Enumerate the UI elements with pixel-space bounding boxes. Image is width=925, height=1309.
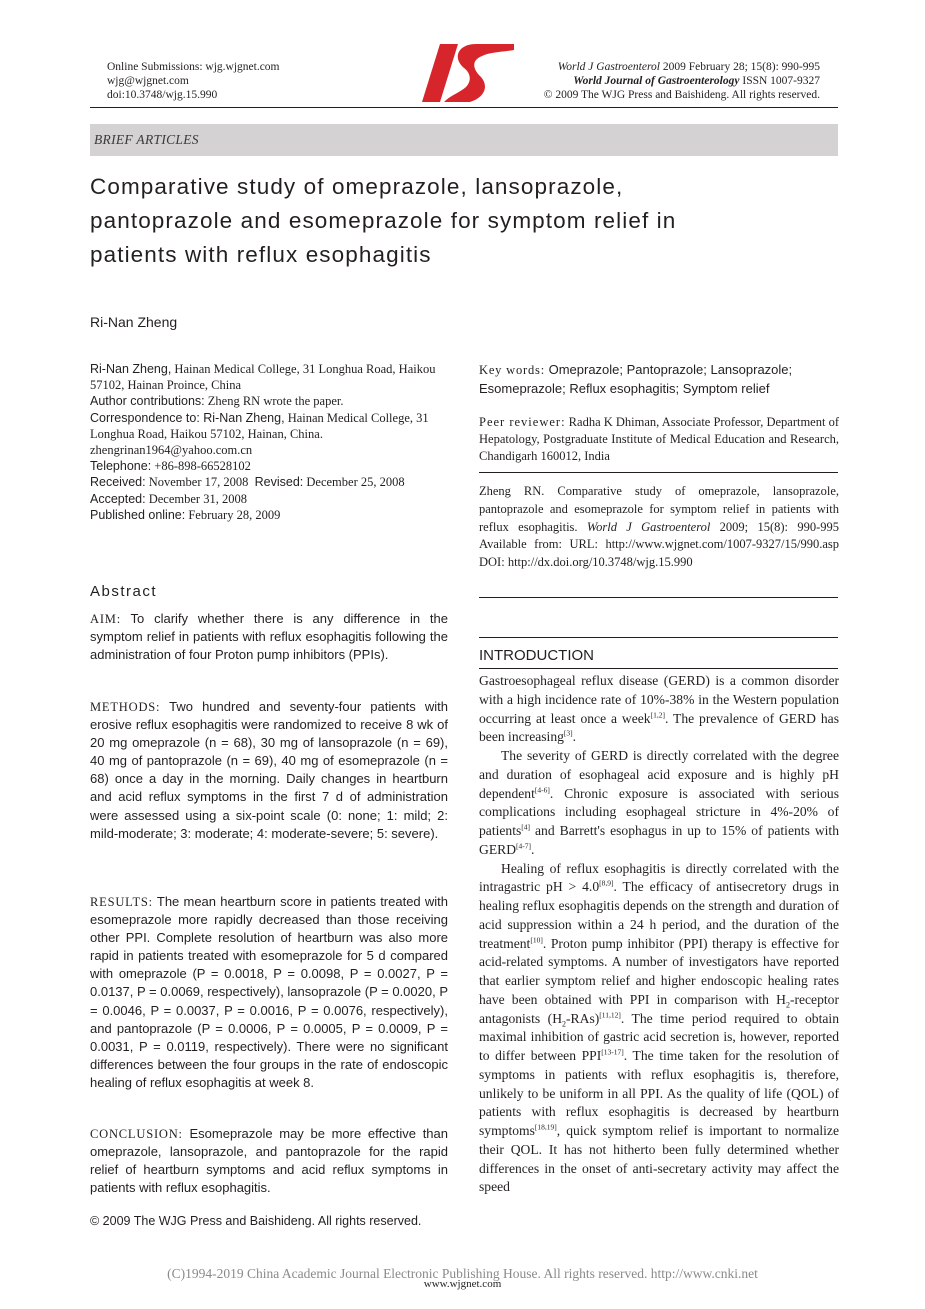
published-date: February 28, 2009: [185, 507, 281, 522]
header-rule: [90, 107, 838, 108]
methods-label: METHODS:: [90, 700, 161, 714]
intro-paragraph: [479, 860, 839, 1198]
header-copyright: © 2009 The WJG Press and Baishideng. All rights reserved.: [543, 89, 820, 101]
cnki-watermark: (C)1994-2019 China Academic Journal Electronic Publishing House. All rights reserved. http://www.cnki.net: [167, 1266, 758, 1281]
contributions-label: Author contributions:: [90, 394, 205, 409]
abstract-results: [90, 893, 448, 1092]
revised-label: Revised:: [254, 475, 304, 490]
citation-details: 2009; 15(8): 990-995 Available from: URL: http://www.wjgnet.com/1007-9327/15/990.asp DOI: http://dx.doi.org/10.3748/wjg.15.990: [479, 519, 840, 570]
text-run: . The time period required to obtain maximal inhibition of gastric acid secretion is, however, reported to differ between PPI: [479, 1010, 839, 1063]
accepted-label: Accepted:: [90, 491, 146, 506]
accepted: [90, 491, 452, 507]
published: [90, 507, 452, 523]
title-line: pantoprazole and esomeprazole for symptom relief in: [90, 208, 677, 233]
affiliation-label: Ri-Nan Zheng,: [90, 362, 172, 376]
aim-label: AIM:: [90, 612, 121, 626]
section-label: BRIEF ARTICLES: [94, 132, 199, 147]
results-label: RESULTS:: [90, 895, 153, 909]
text-run: . Chronic exposure is associated with serious complications including esophageal stricture in 4%-20% of patients: [479, 785, 839, 838]
ref-sup: [10]: [530, 934, 543, 944]
ref-sup: [13-17]: [601, 1047, 624, 1057]
section-bar: [90, 124, 838, 156]
title-line: patients with reflux esophagitis: [90, 242, 432, 267]
journal-name-line: [480, 74, 820, 88]
dates-received-revised: [90, 474, 452, 490]
correspondence: [90, 410, 452, 459]
ref-sup: [8,9]: [599, 878, 614, 888]
title-line: Comparative study of omeprazole, lansoprazole,: [90, 174, 624, 199]
telephone: [90, 458, 452, 474]
ref-sup: [4-7]: [516, 841, 532, 851]
journal-abbrev: World J Gastroenterol: [557, 61, 660, 73]
peer-reviewer-label: Peer reviewer:: [479, 415, 566, 429]
text-run: Healing of reflux esophagitis is directly correlated with the intragastric pH > 4.0: [479, 860, 839, 895]
telephone-label: Telephone:: [90, 459, 152, 474]
text-run: The severity of GERD is directly correlated with the degree and duration of esophageal acid exposure and is highly pH dependent: [479, 748, 839, 801]
text-run: Gastroesophageal reflux disease (GERD) is a common disorder with a high incidence rate of 10%-38% in the Western population occurring at least once a week: [479, 673, 839, 726]
results-text: The mean heartburn score in patients treated with esomeprazole more rapidly decreased than those receiving other PPI. Complete resolution of heartburn was also more rapid in patients treated with esomeprazole for 5 d compared with omeprazole (P = 0.0018, P = 0.0098, P = 0.0027, P = 0.0137, P = 0.0069, respectively), lansoprazole (P = 0.0020, P = 0.0046, P = 0.0037, P = 0.0016, P = 0.0076, respectively), and pantoprazole (P = 0.0006, P = 0.0005, P = 0.0009, P = 0.0031, P = 0.0119, respectively). There were no significant differences between the four groups in the rate of endoscopic healing of reflux esophagitis at week 8.: [90, 894, 448, 1090]
author-name: Ri-Nan Zheng: [90, 314, 178, 330]
abstract-aim: [90, 610, 448, 664]
journal-email: wjg@wjgnet.com: [107, 75, 189, 87]
text-run: . The time taken for the resolution of symptoms in patients with reflux esophagitis is, therefore, unlikely to be uniform in all PPI. As the quality of life (QOL) of patients with reflux esophagitis is decreased by heartburn symptoms: [479, 1048, 840, 1138]
text-run: , quick symptom relief is important to normalize their QOL. It has not hitherto been fully determined whether differences in the onset of anti-secretary activity may affect the speed: [479, 1123, 839, 1195]
received-date: November 17, 2008: [145, 475, 249, 490]
ref-sup: [1,2]: [650, 709, 665, 719]
text-run: . The prevalence of GERD has been increasing: [479, 710, 839, 745]
ref-sup: [3]: [563, 728, 573, 738]
aim-text: To clarify whether there is any difference in the symptom relief in patients with reflux esophagitis following the administration of four Proton pump inhibitors (PPIs).: [90, 611, 448, 663]
revised-date: December 25, 2008: [303, 475, 405, 490]
subscript: 2: [785, 1000, 790, 1010]
affiliation: [90, 361, 452, 393]
text-run: and Barrett's esophagus in up to 15% of patients with GERD: [479, 823, 839, 857]
text-run: . The efficacy of antisecretory drugs in healing reflux esophagitis depends on the strength and duration of acid suppression within a 24 h period, and the duration of the treatment: [479, 879, 839, 951]
contributions: [90, 393, 452, 409]
journal-issue-line: [480, 60, 820, 74]
conclusion-label: CONCLUSION:: [90, 1127, 183, 1141]
affiliation-block: [90, 361, 452, 523]
divider: [479, 472, 838, 473]
text-run: .: [572, 729, 577, 745]
contributions-text: Zheng RN wrote the paper.: [204, 394, 344, 409]
article-title: [90, 170, 850, 272]
accepted-date: December 31, 2008: [145, 491, 247, 506]
conclusion-text: Esomeprazole may be more effective than omeprazole, lansoprazole, and pantoprazole for the rapid relief of heartburn symptoms and acid reflux symptoms in patients with reflux esophagitis.: [90, 1126, 448, 1196]
issn: ISSN 1007-9327: [739, 75, 820, 87]
abstract-conclusion: [90, 1125, 448, 1197]
issue-info: 2009 February 28; 15(8): 990-995: [659, 61, 820, 73]
text-run: . Proton pump inhibitor (PPI) therapy is effective for acid-related symptoms. A number of investigators have reported that earlier symptom relief and higher endoscopic healing rates have been obtained with PPI in comparison with H: [479, 935, 839, 1007]
text-run: .: [531, 841, 535, 857]
text-run: -receptor antagonists (H: [479, 991, 839, 1026]
citation-text: Zheng RN. Comparative study of omeprazole, lansoprazole, pantoprazole and esomeprazole for symptom relief in patients with reflux esophagitis.: [479, 484, 839, 534]
introduction-heading: INTRODUCTION: [479, 647, 594, 664]
keywords-text: Omeprazole; Pantoprazole; Lansoprazole; Esomeprazole; Reflux esophagitis; Symptom relief: [479, 362, 793, 396]
correspondence-text: Hainan Medical College, 31 Longhua Road, Haikou 57102, Hainan, China. zhengrinan1964@yahoo.com.cn: [90, 410, 429, 458]
journal-full-name: World Journal of Gastroenterology: [573, 75, 740, 87]
doi-line: doi:10.3748/wjg.15.990: [107, 89, 218, 101]
ref-sup: [18,19]: [534, 1122, 557, 1132]
footer-site: www.wjgnet.com: [423, 1278, 502, 1290]
divider: [479, 668, 838, 669]
affiliation-text: Hainan Medical College, 31 Longhua Road, Haikou 57102, Hainan Proince, China: [90, 362, 436, 393]
received-label: Received:: [90, 475, 146, 490]
text-run: -RAs): [566, 1010, 600, 1026]
citation: [479, 483, 839, 572]
introduction-body: [479, 672, 839, 1197]
header-left: [107, 60, 280, 102]
abstract-copyright: © 2009 The WJG Press and Baishideng. All rights reserved.: [90, 1214, 422, 1228]
header-right: [480, 60, 820, 102]
ref-sup: [11,12]: [599, 1009, 621, 1019]
abstract-methods: [90, 698, 448, 843]
telephone-text: +86-898-66528102: [151, 459, 251, 474]
published-label: Published online:: [90, 507, 186, 522]
peer-reviewer: [479, 414, 839, 465]
methods-text: Two hundred and seventy-four patients with erosive reflux esophagitis were randomized to receive 8 wk of 20 mg omeprazole (n = 68), 30 mg of lansoprazole (n = 69), 40 mg of pantoprazole (n = 69), 40 mg of esomeprazole (n = 68) once a day in the morning. Daily changes in heartburn and acid reflux symptoms in the first 7 d of administration were assessed using a six-point scale (0: none; 1: mild; 2: mild-moderate; 3: moderate; 4: moderate-severe; 5: severe).: [90, 699, 448, 841]
keywords: [479, 361, 839, 398]
subscript: 2: [562, 1019, 567, 1029]
keywords-label: Key words:: [479, 363, 545, 377]
ref-sup: [4-6]: [534, 784, 550, 794]
abstract-heading: Abstract: [90, 583, 158, 600]
divider: [479, 637, 838, 638]
citation-journal: World J Gastroenterol: [586, 519, 711, 534]
ref-sup: [4]: [521, 822, 531, 832]
intro-paragraph: [479, 747, 839, 860]
correspondence-label: Correspondence to: Ri-Nan Zheng,: [90, 410, 285, 425]
online-submissions: Online Submissions: wjg.wjgnet.com: [107, 61, 280, 73]
intro-paragraph: [479, 672, 839, 747]
peer-reviewer-text: Radha K Dhiman, Associate Professor, Department of Hepatology, Postgraduate Institute of Medical Education and Research, Chandigarh 160012, India: [479, 415, 839, 463]
divider: [479, 597, 838, 598]
